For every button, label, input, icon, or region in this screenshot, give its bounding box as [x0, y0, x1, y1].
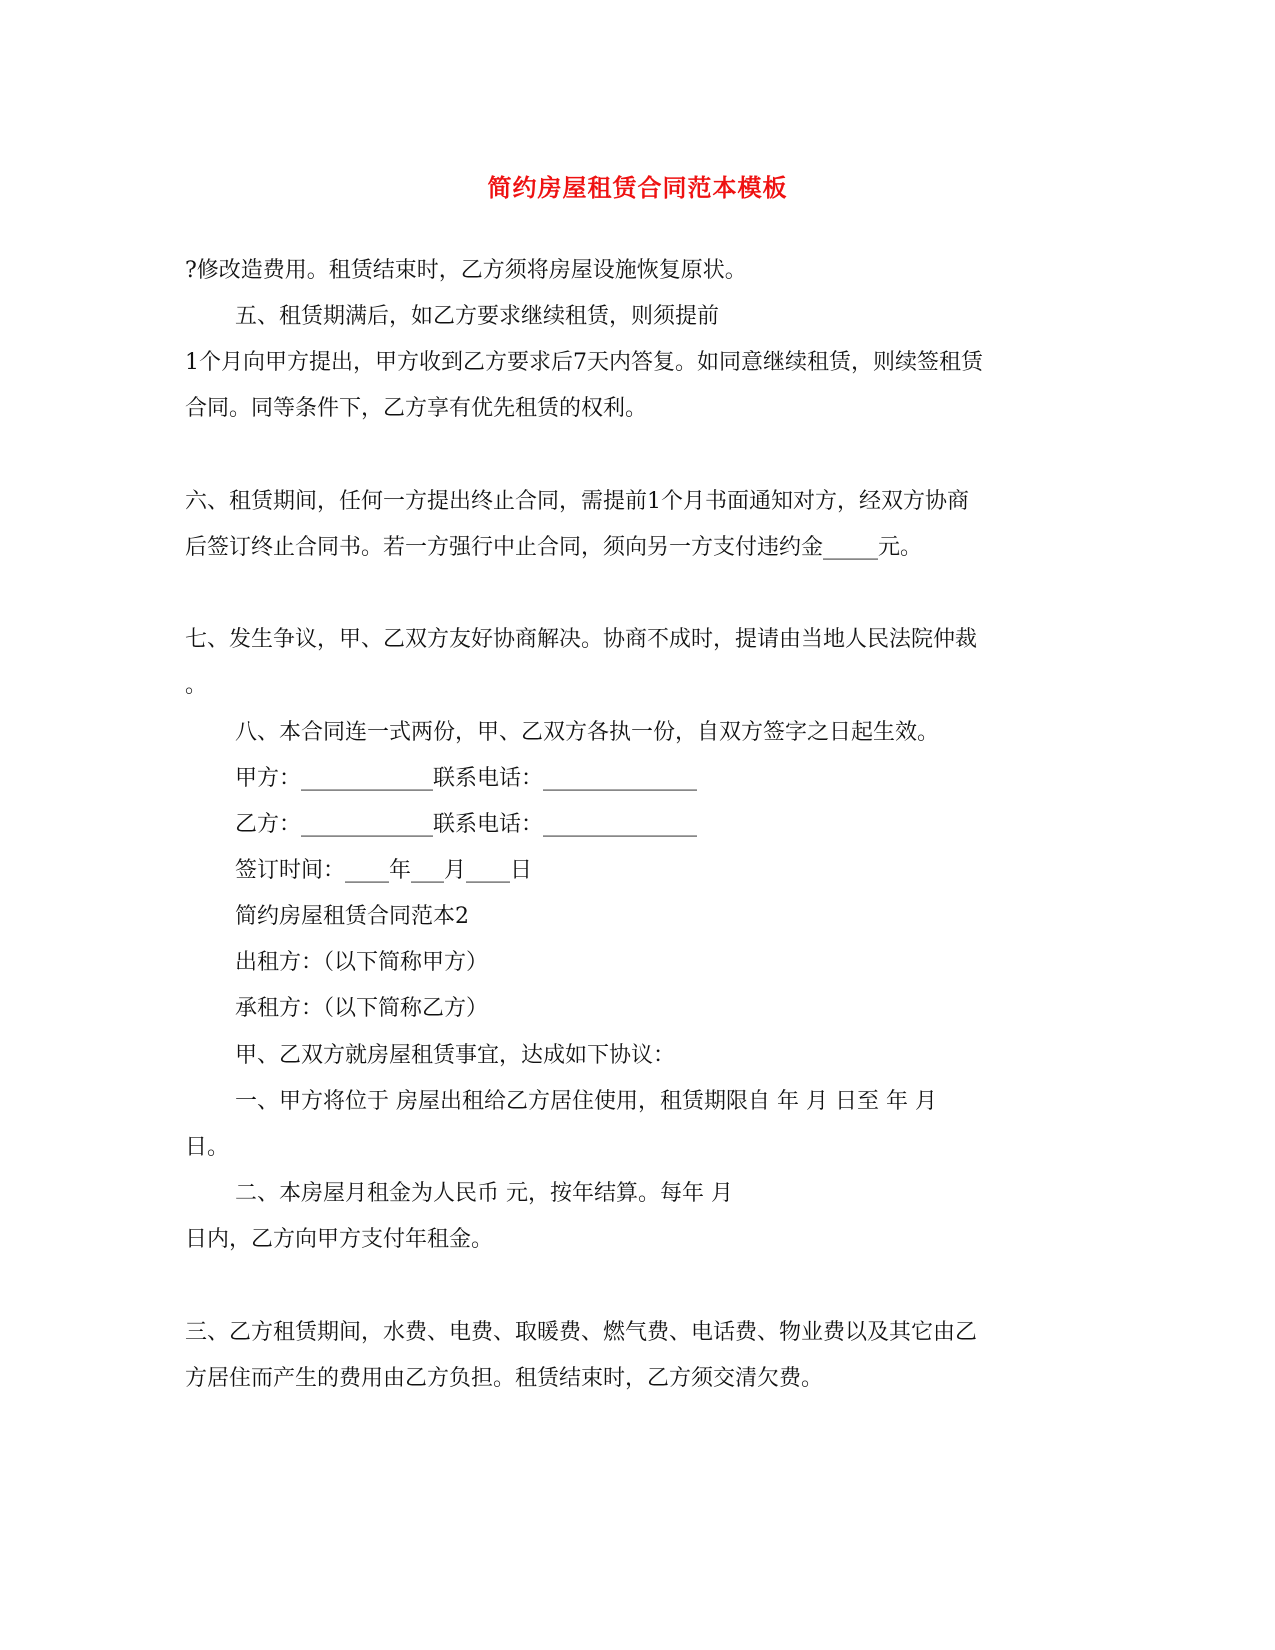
- paragraph-line: 日。: [185, 1135, 230, 1160]
- signature-line-party-b: 乙方：____________联系电话：______________: [235, 812, 698, 837]
- paragraph-line: 。: [185, 673, 208, 698]
- paragraph-line: 合同。同等条件下，乙方享有优先租赁的权利。: [185, 396, 648, 421]
- paragraph-line: ?修改造费用。租赁结束时，乙方须将房屋设施恢复原状。: [185, 258, 747, 283]
- paragraph-line: 出租方：（以下简称甲方）: [235, 950, 489, 975]
- paragraph-line: 承租方：（以下简称乙方）: [235, 996, 489, 1021]
- paragraph-line: 二、本房屋月租金为人民币 元，按年结算。每年 月: [235, 1181, 733, 1206]
- paragraph-line: 日内，乙方向甲方支付年租金。: [185, 1227, 494, 1252]
- paragraph-line: 方居住而产生的费用由乙方负担。租赁结束时，乙方须交清欠费。: [185, 1366, 824, 1391]
- paragraph-line: 后签订终止合同书。若一方强行中止合同，须向另一方支付违约金_____元。: [185, 535, 923, 560]
- paragraph-line: 1个月向甲方提出，甲方收到乙方要求后7天内答复。如同意继续租赁，则续签租赁: [185, 350, 983, 375]
- paragraph-line: 一、甲方将位于 房屋出租给乙方居住使用，租赁期限自 年 月 日至 年 月: [235, 1089, 937, 1114]
- signature-line-party-a: 甲方：____________联系电话：______________: [235, 766, 698, 791]
- paragraph-line: 五、租赁期满后，如乙方要求继续租赁，则须提前: [235, 304, 720, 329]
- paragraph-line: 甲、乙双方就房屋租赁事宜，达成如下协议：: [235, 1043, 676, 1068]
- paragraph-line: 六、租赁期间，任何一方提出终止合同，需提前1个月书面通知对方，经双方协商: [185, 489, 969, 514]
- paragraph-line: 七、发生争议，甲、乙双方友好协商解决。协商不成时，提请由当地人民法院仲裁: [185, 627, 978, 652]
- paragraph-line: 八、本合同连一式两份，甲、乙双方各执一份，自双方签字之日起生效。: [235, 720, 940, 745]
- paragraph-line: 三、乙方租赁期间，水费、电费、取暖费、燃气费、电话费、物业费以及其它由乙: [185, 1320, 978, 1345]
- section-heading: 简约房屋租赁合同范本2: [235, 904, 469, 929]
- document-title: 简约房屋租赁合同范本模板: [487, 173, 788, 202]
- signing-date-line: 签订时间：____年___月____日: [235, 858, 533, 883]
